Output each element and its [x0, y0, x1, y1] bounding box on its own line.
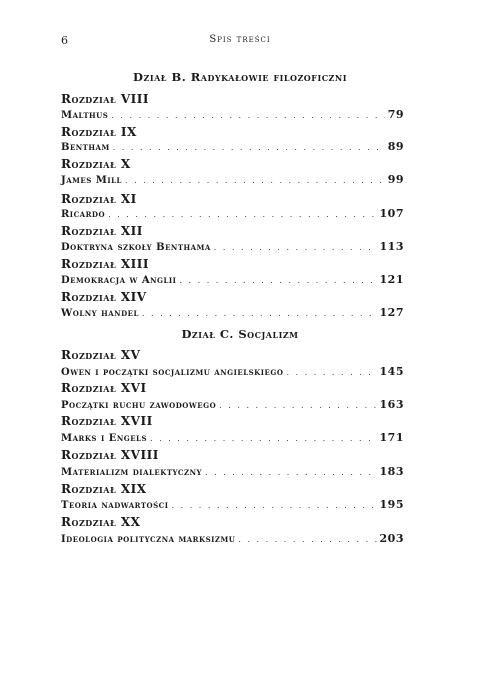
entry-title: Materializm dialektyczny [61, 467, 202, 478]
leader-dots [150, 434, 377, 443]
toc-entry [61, 306, 404, 320]
leader-dots [179, 276, 376, 285]
entry-title: Bentham [61, 142, 110, 153]
chapter-label: Rozdział XIV [61, 290, 147, 304]
chapter-label: Rozdział XIII [61, 257, 150, 271]
entry-page: 121 [379, 273, 404, 286]
leader-dots [214, 243, 377, 252]
chapter-label: Rozdział XX [61, 515, 141, 529]
leader-dots [142, 309, 377, 318]
chapter-label: Rozdział XI [61, 192, 137, 206]
toc-entry [61, 140, 404, 154]
chapter-label: Rozdział XVIII [61, 448, 159, 462]
entry-page: 79 [387, 108, 404, 121]
section-title: Dział C. Socjalizm [181, 327, 299, 341]
section-title: Dział B. Radykałowie filozoficzni [133, 70, 347, 84]
entry-title: Początki ruchu zawodowego [61, 400, 217, 411]
leader-dots [108, 210, 376, 219]
entry-title: Malthus [61, 110, 109, 121]
entry-page: 113 [379, 240, 404, 253]
entry-page: 183 [379, 465, 404, 478]
entry-page: 127 [379, 306, 404, 319]
leader-dots [113, 143, 385, 152]
toc-entry [61, 532, 404, 546]
entry-page: 195 [379, 498, 404, 511]
entry-title: Ricardo [61, 209, 106, 220]
entry-page: 171 [379, 431, 404, 444]
toc-entry [61, 498, 404, 512]
leader-dots [219, 401, 376, 410]
toc-entry [61, 273, 404, 287]
entry-page: 99 [387, 173, 404, 186]
toc-entry [61, 398, 404, 412]
toc-entry [61, 173, 404, 187]
chapter-label: Rozdział X [61, 157, 131, 171]
entry-title: Marks i Engels [61, 433, 148, 444]
entry-title: Ideologia polityczna marksizmu [61, 534, 236, 545]
entry-page: 107 [379, 207, 404, 220]
chapter-label: Rozdział XV [61, 348, 141, 362]
entry-title: Doktryna szkoły Benthama [61, 242, 211, 253]
leader-dots [111, 111, 384, 120]
chapter-label: Rozdział XVI [61, 381, 147, 395]
leader-dots [286, 368, 376, 377]
entry-page: 203 [379, 532, 404, 545]
toc-entry [61, 108, 404, 122]
chapter-label: Rozdział XVII [61, 414, 153, 428]
leader-dots [172, 501, 377, 510]
page-number: 6 [61, 34, 69, 47]
chapter-label: Rozdział IX [61, 125, 137, 139]
toc-entry [61, 240, 404, 254]
toc-entry [61, 207, 404, 221]
leader-dots [205, 468, 377, 477]
chapter-label: Rozdział XIX [61, 482, 147, 496]
leader-dots [125, 176, 385, 185]
entry-title: James Mill [61, 175, 122, 186]
chapter-label: Rozdział XII [61, 224, 143, 238]
entry-page: 89 [387, 140, 404, 153]
entry-title: Teoria nadwartości [61, 500, 169, 511]
toc-entry [61, 465, 404, 479]
entry-page: 163 [379, 398, 404, 411]
running-head: Spis treści [209, 34, 271, 45]
entry-title: Demokracja w Anglii [61, 275, 177, 286]
chapter-label: Rozdział VIII [61, 92, 150, 106]
entry-title: Wolny handel [61, 308, 139, 319]
entry-page: 145 [379, 365, 404, 378]
toc-entry [61, 431, 404, 445]
leader-dots [238, 535, 376, 544]
toc-entry [61, 365, 404, 379]
entry-title: Owen i początki socjalizmu angielskiego [61, 367, 284, 378]
